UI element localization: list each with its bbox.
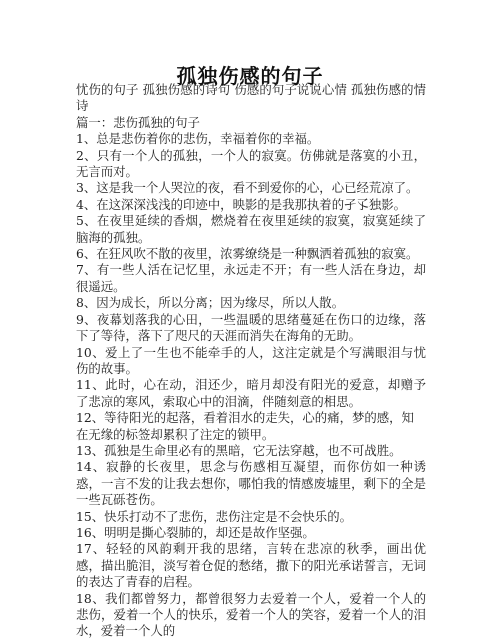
sentence-item: 13、孤独是生命里必有的黑暗，它无法穿越，也不可战胜。 — [76, 442, 402, 458]
article-body — [76, 82, 426, 640]
sentence-item: 3、这是我一个人哭泣的夜，看不到爱你的心，心已经荒凉了。 — [76, 180, 419, 196]
sentence-item: 17、轻轻的风韵剩开我的思绪，言转在悲凉的秋季，画出优感，描出脆泪，淡写着仓促的愁绪，撒下的阳光承诺誓言，无词的表达了青春的启程。 — [76, 541, 426, 590]
sentence-item: 12、等待阳光的起落，看着泪水的走失，心的痛，梦的感，知 — [76, 410, 414, 426]
sentence-item: 5、在夜里延续的香烟，燃烧着在夜里延续的寂寞，寂寞延续了脑海的孤独。 — [76, 213, 426, 245]
sentence-item: 6、在狂风吹不散的夜里，浓雾缭绕是一种飘洒着孤独的寂寞。 — [76, 246, 419, 262]
sentence-item: 1、总是悲伤着你的悲伤，幸福着你的幸福。 — [76, 131, 320, 147]
sentence-item: 7、有一些人活在记忆里，永远走不开；有一些人活在身边，却很遥远。 — [76, 262, 426, 294]
sentence-item: 18、我们都曾努力，都曾很努力去爱着一个人，爱着一个人的悲伤，爱着一个人的快乐，爱着一个人的笑容，爱着一个人的泪水，爱着一个人的 — [76, 590, 426, 639]
sentence-item: 9、夜幕划落我的心田，一些温暖的思绪蔓延在伤口的边缘，落下了等待，落下了咫尺的天涯而消失在海角的无助。 — [76, 311, 426, 344]
sentence-item: 4、在这深深浅浅的印迹中，映影的是我那执着的孑孓独影。 — [76, 196, 407, 212]
sentence-item: 10、爱上了一生也不能牵手的人，这注定就是个写满眼泪与忧伤的故事。 — [76, 344, 426, 376]
sentence-item: 在无缘的标签却累积了注定的锁甲。 — [76, 426, 275, 442]
sentence-item: 11、此时，心在动，泪还少，暗月却没有阳光的爱意，却赠予了悲凉的寒风，索取心中的泪滴，伴随刻意的相思。 — [76, 377, 426, 409]
sentence-list — [76, 131, 426, 640]
sentence-item: 14、寂静的长夜里，思念与伤感相互凝望，而你仿如一种诱惑，一言不发的让我去想你，哪怕我的情感废墟里，剩下的全是一些瓦砾苍伤。 — [76, 459, 426, 508]
sentence-item: 2、只有一个人的孤独，一个人的寂寞。仿佛就是落寞的小丑，无言而对。 — [76, 147, 426, 180]
intro-line: 忧伤的句子 孤独伤感的诗句 伤感的句子说说心情 孤独伤感的情诗 — [76, 82, 426, 114]
sentence-item: 8、因为成长，所以分离；因为缘尽，所以人散。 — [76, 295, 345, 311]
page-title: 孤独伤感的句子 — [176, 64, 324, 88]
sentence-item: 16、明明是撕心裂肺的，却还是故作坚强。 — [76, 524, 315, 540]
section-heading: 篇一：悲伤孤独的句子 — [76, 114, 200, 130]
sentence-item: 15、快乐打动不了悲伤，悲伤注定是不会快乐的。 — [76, 508, 352, 524]
